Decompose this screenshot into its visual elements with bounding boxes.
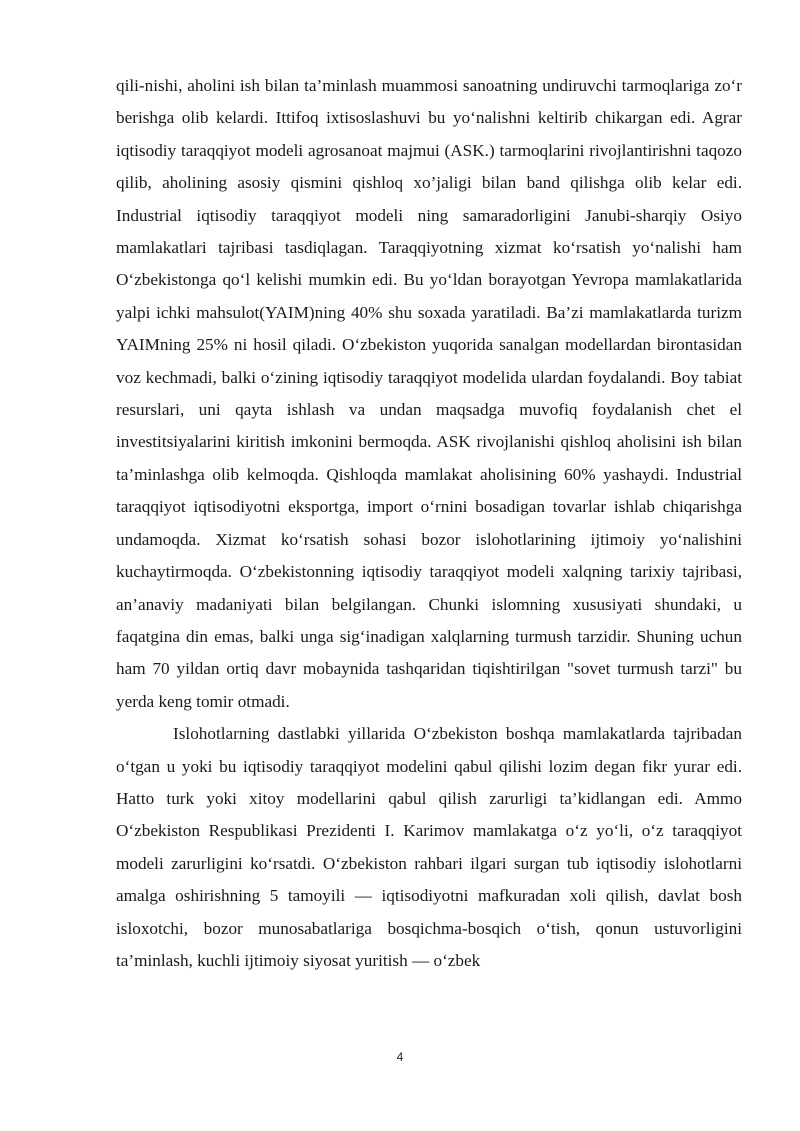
body-text — [116, 70, 742, 977]
paragraph-1: qili-nishi, aholini ish bilan ta’minlash muammosi sanoatning undiruvchi tarmoqlariga zo‘r berishga olib kelardi. Ittifoq ixtisoslashuvi bu yo‘nalishni keltirib chikargan edi. Agrar iqtisodiy taraqqiyot modeli agrosanoat majmui (ASK.) tarmoqlarini rivojlantirishni taqozo qilib, aholining asosiy qismini qishloq xo’jaligi bilan band qilishga olib kelar edi. Industrial iqtisodiy taraqqiyot modeli ning samaradorligini Janubi-sharqiy Osiyo mamlakatlari tajribasi tasdiqlagan. Taraqqiyotning xizmat ko‘rsatish yo‘nalishi ham O‘zbekistonga qo‘l kelishi mumkin edi. Bu yo‘ldan borayotgan Yevropa mamlakatlarida yalpi ichki mahsulot(YAIM)ning 40% shu soxada yaratiladi. Ba’zi mamlakatlarda turizm YAIMning 25% ni hosil qiladi. O‘zbekiston yuqorida sanalgan modellardan birontasidan voz kechmadi, balki o‘zining iqtisodiy taraqqiyot modelida ulardan foydalandi. Boy tabiat resurslari, uni qayta ishlash va undan maqsadga muvofiq foydalanish chet el investitsiyalarini kiritish imkonini bermoqda. ASK rivojlanishi qishloq aholisini ish bilan ta’minlashga olib kelmoqda. Qishloqda mamlakat aholisining 60% yashaydi. Industrial taraqqiyot iqtisodiyotni eksportga, import o‘rnini bosadigan tovarlar ishlab chiqarishga undamoqda. Xizmat ko‘rsatish sohasi bozor islohotlarining ijtimoiy yo‘nalishini kuchaytirmoqda. O‘zbekistonning iqtisodiy taraqqiyot modeli xalqning tarixiy tajribasi, an’anaviy madaniyati bilan belgilangan. Chunki islomning xususiyati shundaki, u faqatgina din emas, balki unga sig‘inadigan xalqlarning turmush tarzidir. Shuning uchun ham 70 yildan ortiq davr mobaynida tashqaridan tiqishtirilgan "sovet turmush tarzi" bu yerda keng tomir otmadi. — [116, 76, 742, 711]
page-number: 4 — [396, 1050, 404, 1064]
paragraph-2: Islohotlarning dastlabki yillarida O‘zbekiston boshqa mamlakatlarda tajribadan o‘tgan u yoki bu iqtisodiy taraqqiyot modelini qabul qilishi lozim degan fikr yurar edi. Hatto turk yoki xitoy modellarini qabul qilish zarurligi ta’kidlangan edi. Ammo O‘zbekiston Respublikasi Prezidenti I. Karimov mamlakatga o‘z yo‘li, o‘z taraqqiyot modeli zarurligini ko‘rsatdi. O‘zbekiston rahbari ilgari surgan tub iqtisodiy islohotlarni amalga oshirishning 5 tamoyili — iqtisodiyotni mafkuradan xoli qilish, davlat bosh isloxotchi, bozor munosabatlariga bosqichma-bosqich o‘tish, qonun ustuvorligini ta’minlash, kuchli ijtimoiy siyosat yuritish — o‘zbek — [116, 724, 742, 970]
